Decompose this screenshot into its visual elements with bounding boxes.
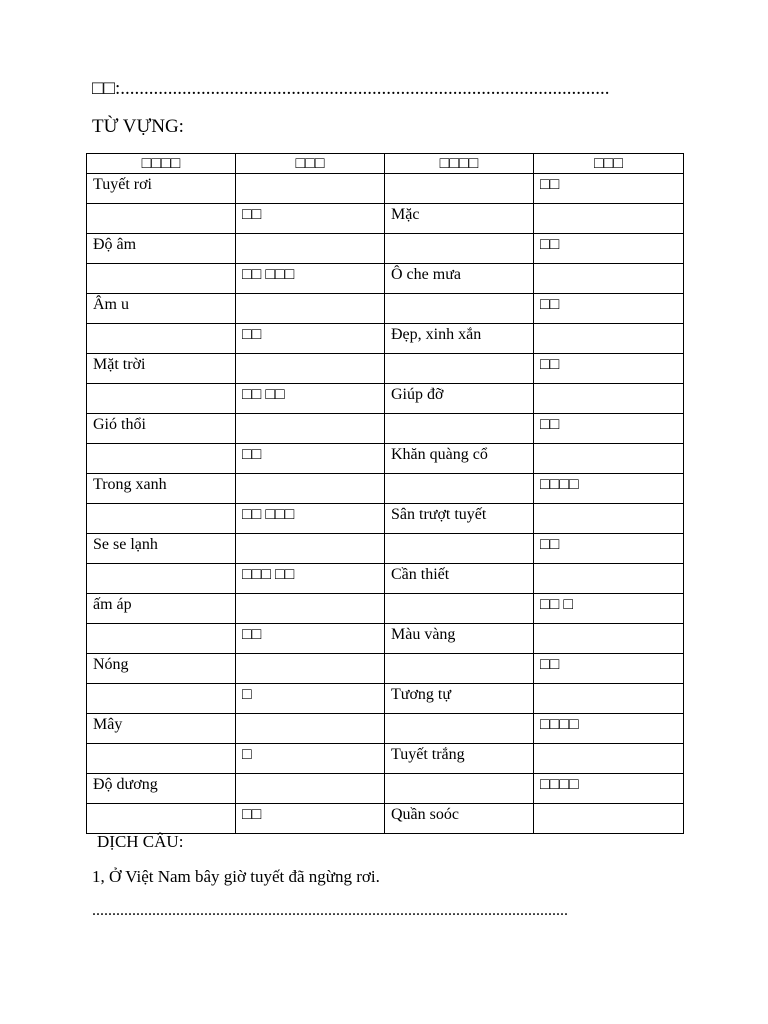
table-cell	[236, 174, 385, 204]
table-cell	[87, 504, 236, 534]
table-cell: Âm u	[87, 294, 236, 324]
table-row	[87, 174, 684, 204]
table-row	[87, 564, 684, 594]
table-cell	[385, 294, 534, 324]
table-row	[87, 264, 684, 294]
table-cell	[534, 384, 684, 414]
table-cell	[236, 654, 385, 684]
table-cell	[534, 684, 684, 714]
table-cell	[236, 474, 385, 504]
table-cell: Màu vàng	[385, 624, 534, 654]
table-cell: □□□□	[534, 714, 684, 744]
table-cell	[534, 804, 684, 834]
table-cell	[534, 324, 684, 354]
table-cell: Nóng	[87, 654, 236, 684]
table-row	[87, 354, 684, 384]
table-cell: □□	[534, 654, 684, 684]
vocabulary-heading: TỪ VỰNG:	[92, 116, 184, 137]
table-cell	[87, 564, 236, 594]
header-cell: □□□	[236, 154, 385, 174]
table-cell: □□□ □□	[236, 564, 385, 594]
table-cell	[385, 594, 534, 624]
table-cell	[385, 474, 534, 504]
table-cell	[534, 564, 684, 594]
table-cell: Trong xanh	[87, 474, 236, 504]
table-row	[87, 594, 684, 624]
table-cell	[87, 744, 236, 774]
sentence-to-translate: 1, Ở Việt Nam bây giờ tuyết đã ngừng rơi.	[92, 867, 380, 886]
table-row	[87, 774, 684, 804]
table-cell: Tuyết rơi	[87, 174, 236, 204]
table-row	[87, 684, 684, 714]
table-cell: Sân trượt tuyết	[385, 504, 534, 534]
table-cell: □	[236, 744, 385, 774]
table-row	[87, 384, 684, 414]
table-row	[87, 294, 684, 324]
table-cell	[87, 324, 236, 354]
table-cell	[385, 654, 534, 684]
table-cell: □□	[236, 444, 385, 474]
table-cell: □□	[534, 534, 684, 564]
table-cell	[236, 414, 385, 444]
table-row	[87, 504, 684, 534]
table-row	[87, 414, 684, 444]
table-cell: □□ □□	[236, 384, 385, 414]
table-cell: Khăn quàng cổ	[385, 444, 534, 474]
table-cell	[87, 624, 236, 654]
table-cell	[236, 594, 385, 624]
table-cell: Mặc	[385, 204, 534, 234]
table-row	[87, 714, 684, 744]
table-cell: □□	[534, 294, 684, 324]
table-cell	[87, 264, 236, 294]
table-row	[87, 804, 684, 834]
table-cell	[87, 204, 236, 234]
table-cell	[236, 354, 385, 384]
table-cell: □□ □□□	[236, 504, 385, 534]
table-cell: □	[236, 684, 385, 714]
table-cell	[87, 444, 236, 474]
table-cell: Ô che mưa	[385, 264, 534, 294]
table-cell	[534, 444, 684, 474]
table-cell	[385, 534, 534, 564]
table-cell: □□ □	[534, 594, 684, 624]
table-cell: □□□□	[534, 474, 684, 504]
table-cell	[534, 204, 684, 234]
table-row	[87, 744, 684, 774]
table-row	[87, 534, 684, 564]
table-row	[87, 234, 684, 264]
table-cell: □□	[236, 624, 385, 654]
name-line: □□:.......................................................................................................	[92, 78, 610, 99]
table-cell: □□	[236, 324, 385, 354]
vocabulary-table-body	[87, 174, 684, 834]
table-cell: Mặt trời	[87, 354, 236, 384]
table-cell	[385, 714, 534, 744]
header-cell: □□□□	[385, 154, 534, 174]
header-cell: □□□□	[87, 154, 236, 174]
table-cell: □□	[534, 234, 684, 264]
table-cell	[534, 504, 684, 534]
table-cell: □□□□	[534, 774, 684, 804]
table-row	[87, 444, 684, 474]
table-cell: □□	[534, 174, 684, 204]
table-cell	[236, 234, 385, 264]
table-cell: Độ dương	[87, 774, 236, 804]
answer-line: .......................................................................................................................	[92, 902, 568, 919]
table-cell	[236, 774, 385, 804]
table-row	[87, 474, 684, 504]
table-cell: □□	[236, 204, 385, 234]
table-cell: Tuyết trắng	[385, 744, 534, 774]
table-cell	[385, 354, 534, 384]
vocabulary-table	[86, 153, 684, 834]
header-cell: □□□	[534, 154, 684, 174]
table-cell	[87, 804, 236, 834]
table-cell	[236, 534, 385, 564]
table-cell: Đẹp, xinh xắn	[385, 324, 534, 354]
table-cell	[385, 414, 534, 444]
table-cell: Độ âm	[87, 234, 236, 264]
table-row	[87, 204, 684, 234]
table-row	[87, 324, 684, 354]
table-cell: □□	[534, 354, 684, 384]
table-cell	[87, 684, 236, 714]
table-cell: Mây	[87, 714, 236, 744]
table-cell: Se se lạnh	[87, 534, 236, 564]
table-cell: Cần thiết	[385, 564, 534, 594]
table-row	[87, 654, 684, 684]
table-cell	[236, 714, 385, 744]
table-cell: □□	[236, 804, 385, 834]
translation-heading: DỊCH CÂU:	[97, 832, 184, 851]
table-cell	[534, 744, 684, 774]
table-cell: ấm áp	[87, 594, 236, 624]
table-cell	[385, 234, 534, 264]
table-cell: □□	[534, 414, 684, 444]
table-cell	[87, 384, 236, 414]
table-cell	[534, 264, 684, 294]
table-cell	[534, 624, 684, 654]
table-cell	[385, 774, 534, 804]
table-cell: Giúp đỡ	[385, 384, 534, 414]
table-cell: Gió thổi	[87, 414, 236, 444]
table-header-row	[87, 154, 684, 174]
table-cell: Tương tự	[385, 684, 534, 714]
table-row	[87, 624, 684, 654]
table-cell: Quần soóc	[385, 804, 534, 834]
table-cell	[385, 174, 534, 204]
table-cell	[236, 294, 385, 324]
table-cell: □□ □□□	[236, 264, 385, 294]
